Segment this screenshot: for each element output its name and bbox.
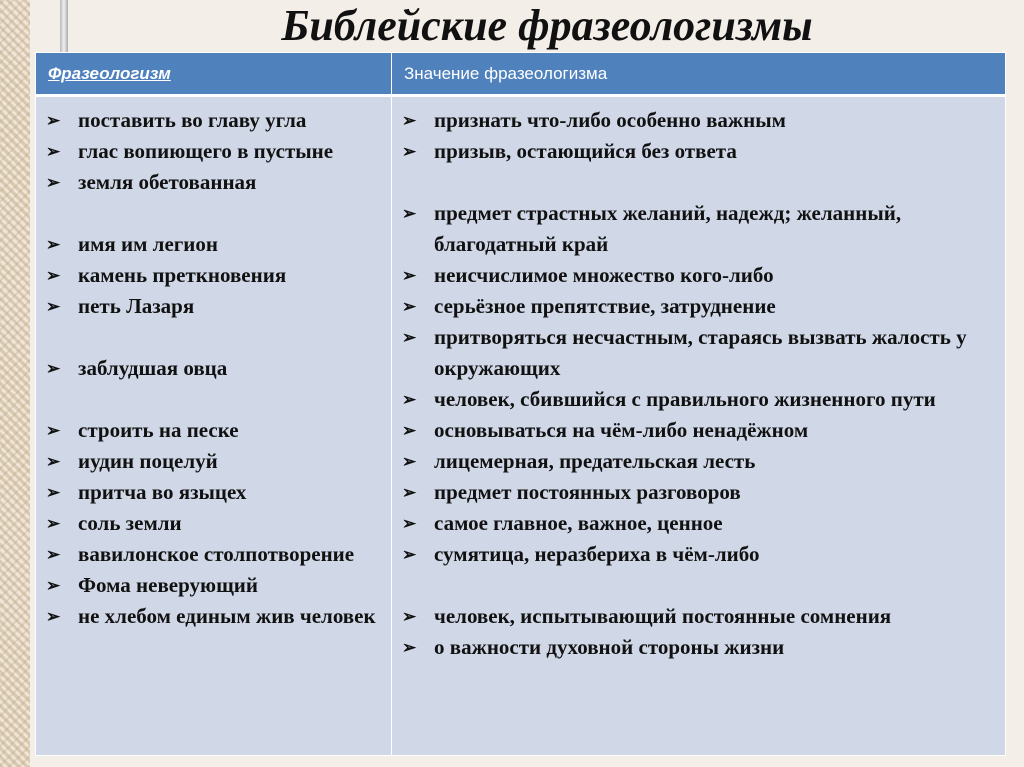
item-text: глас вопиющего в пустыне <box>78 139 334 163</box>
list-item <box>46 601 378 632</box>
list-item <box>46 229 378 260</box>
phraseology-table <box>35 52 1006 756</box>
arrow-bullet-icon: ➢ <box>46 359 61 378</box>
meaning-column <box>392 96 1006 756</box>
item-text: серьёзное препятствие, затруднение <box>434 294 776 318</box>
arrow-bullet-icon: ➢ <box>402 390 417 409</box>
list-item <box>402 384 1004 415</box>
item-text: призыв, остающийся без ответа <box>434 139 737 163</box>
list-item <box>402 105 1004 136</box>
slide-title: Библейские фразеологизмы <box>281 1 813 50</box>
list-item <box>402 601 1004 632</box>
spacer <box>402 570 1005 601</box>
item-text: предмет постоянных разговоров <box>434 480 741 504</box>
list-item <box>46 105 378 136</box>
list-item <box>46 167 378 198</box>
list-item <box>46 477 378 508</box>
list-item <box>46 415 378 446</box>
arrow-bullet-icon: ➢ <box>46 266 61 285</box>
list-item <box>402 260 1004 291</box>
arrow-bullet-icon: ➢ <box>46 576 61 595</box>
arrow-bullet-icon: ➢ <box>46 607 61 626</box>
item-text: сумятица, неразбериха в чём-либо <box>434 542 760 566</box>
arrow-bullet-icon: ➢ <box>402 514 417 533</box>
arrow-bullet-icon: ➢ <box>402 111 417 130</box>
arrow-bullet-icon: ➢ <box>46 297 61 316</box>
item-text: неисчислимое множество кого-либо <box>434 263 774 287</box>
list-item <box>46 539 378 570</box>
list-item <box>46 353 378 384</box>
arrow-bullet-icon: ➢ <box>402 452 417 471</box>
item-text: самое главное, важное, ценное <box>434 511 723 535</box>
list-item <box>402 446 1004 477</box>
list-item <box>402 632 1004 663</box>
list-item <box>402 508 1004 539</box>
item-text: иудин поцелуй <box>78 449 218 473</box>
arrow-bullet-icon: ➢ <box>46 452 61 471</box>
list-item <box>402 477 1004 508</box>
spacer <box>46 384 391 415</box>
item-text: заблудшая овца <box>78 356 228 380</box>
arrow-bullet-icon: ➢ <box>402 297 417 316</box>
list-item <box>402 415 1004 446</box>
item-text: не хлебом единым жив человек <box>78 604 376 628</box>
arrow-bullet-icon: ➢ <box>402 421 417 440</box>
list-item <box>402 198 1004 260</box>
arrow-bullet-icon: ➢ <box>402 142 417 161</box>
item-text: вавилонское столпотворение <box>78 542 355 566</box>
item-text: притворяться несчастным, стараясь вызвать жалость у окружающих <box>434 325 967 380</box>
arrow-bullet-icon: ➢ <box>402 607 417 626</box>
list-item <box>402 322 1004 384</box>
list-item <box>46 260 378 291</box>
item-text: признать что-либо особенно важным <box>434 108 786 132</box>
item-text: о важности духовной стороны жизни <box>434 635 785 659</box>
item-text: петь Лазаря <box>78 294 195 318</box>
item-text: имя им легион <box>78 232 219 256</box>
list-item <box>402 291 1004 322</box>
item-text: предмет страстных желаний, надежд; желанный, благодатный край <box>434 201 902 256</box>
arrow-bullet-icon: ➢ <box>402 266 417 285</box>
arrow-bullet-icon: ➢ <box>46 235 61 254</box>
arrow-bullet-icon: ➢ <box>402 638 417 657</box>
header-meaning: Значение фразеологизма <box>392 53 1006 96</box>
header-phrase: Фразеологизм <box>36 53 392 96</box>
item-text: Фома неверующий <box>78 573 259 597</box>
arrow-bullet-icon: ➢ <box>402 483 417 502</box>
list-item <box>402 136 1004 167</box>
item-text: основываться на чём-либо ненадёжном <box>434 418 809 442</box>
arrow-bullet-icon: ➢ <box>46 483 61 502</box>
list-item <box>46 291 378 322</box>
list-item <box>46 136 378 167</box>
arrow-bullet-icon: ➢ <box>402 545 417 564</box>
item-text: соль земли <box>78 511 182 535</box>
item-text: строить на песке <box>78 418 239 442</box>
decorative-border <box>0 0 30 767</box>
list-item <box>46 446 378 477</box>
list-item <box>402 539 1004 570</box>
arrow-bullet-icon: ➢ <box>402 328 417 347</box>
item-text: поставить во главу угла <box>78 108 307 132</box>
item-text: человек, сбившийся с правильного жизненного пути <box>434 387 936 411</box>
arrow-bullet-icon: ➢ <box>46 545 61 564</box>
item-text: притча во языцех <box>78 480 247 504</box>
arrow-bullet-icon: ➢ <box>46 514 61 533</box>
spacer <box>46 322 391 353</box>
arrow-bullet-icon: ➢ <box>46 111 61 130</box>
spacer <box>402 167 1005 198</box>
list-item <box>46 570 378 601</box>
arrow-bullet-icon: ➢ <box>46 173 61 192</box>
item-text: земля обетованная <box>78 170 257 194</box>
arrow-bullet-icon: ➢ <box>402 204 417 223</box>
item-text: лицемерная, предательская лесть <box>434 449 756 473</box>
list-item <box>46 508 378 539</box>
item-text: человек, испытывающий постоянные сомнения <box>434 604 892 628</box>
arrow-bullet-icon: ➢ <box>46 421 61 440</box>
arrow-bullet-icon: ➢ <box>46 142 61 161</box>
item-text: камень преткновения <box>78 263 287 287</box>
spacer <box>46 198 391 229</box>
phrase-column <box>36 96 392 756</box>
